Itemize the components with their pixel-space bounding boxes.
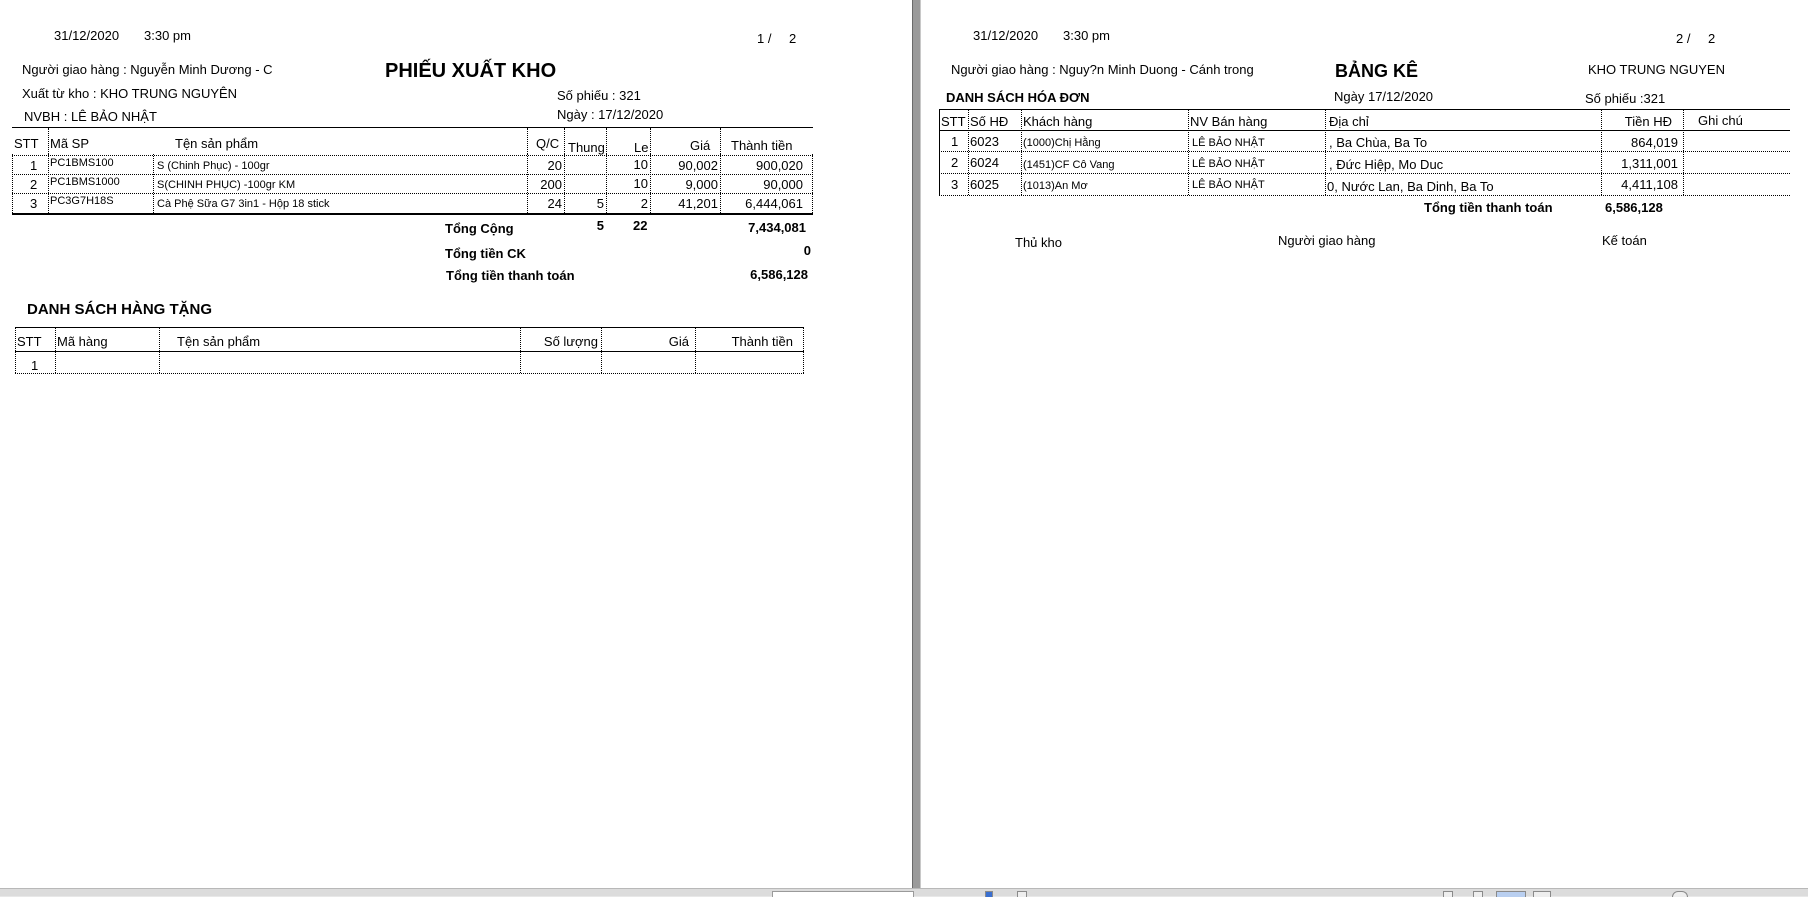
list-date: Ngày 17/12/2020 bbox=[1334, 89, 1434, 104]
row-amount: 6,444,061 bbox=[745, 196, 803, 211]
row-code: PC3G7H18S bbox=[50, 195, 114, 207]
total-amount: 7,434,081 bbox=[748, 220, 806, 235]
gift-col-stt: STT bbox=[17, 334, 42, 349]
viewer-status-bar bbox=[0, 888, 1808, 896]
multi-page-icon[interactable] bbox=[1533, 891, 1551, 897]
col-product-name: Tện sản phẩm bbox=[175, 136, 259, 151]
col-note: Ghi chú bbox=[1698, 113, 1743, 128]
voucher-number: Số phiếu :321 bbox=[1585, 91, 1666, 106]
row-invoice-no: 6025 bbox=[970, 177, 999, 192]
row-stt: 1 bbox=[30, 158, 38, 173]
salesperson: NVBH : LÊ BẢO NHẬT bbox=[24, 109, 157, 124]
page-total: 2 bbox=[789, 31, 797, 46]
gift-col-amount: Thành tiền bbox=[731, 334, 793, 349]
print-date: 31/12/2020 bbox=[973, 28, 1039, 43]
voucher-number: Số phiếu : 321 bbox=[557, 88, 641, 103]
row-amount: 90,000 bbox=[763, 177, 803, 192]
col-thung: Thung bbox=[568, 140, 605, 155]
row-qc: 20 bbox=[547, 158, 562, 173]
total-payment-label: Tổng tiền thanh toán bbox=[1424, 200, 1553, 215]
row-amount: 900,020 bbox=[756, 158, 803, 173]
total-label: Tổng Cộng bbox=[445, 221, 514, 236]
col-qc: Q/C bbox=[536, 136, 560, 151]
row-invoice-amount: 4,411,108 bbox=[1621, 177, 1678, 192]
voucher-date: Ngày : 17/12/2020 bbox=[557, 107, 664, 122]
col-le: Le bbox=[634, 140, 649, 155]
page-number: 1 / bbox=[757, 31, 772, 46]
row-address: 0, Nước Lan, Ba Dinh, Ba To bbox=[1327, 179, 1494, 194]
total-payment-amount: 6,586,128 bbox=[1605, 200, 1663, 215]
row-le: 2 bbox=[640, 196, 648, 211]
col-stt: STT bbox=[941, 114, 966, 129]
row-sales-staff: LÊ BẢO NHẬT bbox=[1192, 179, 1265, 191]
row-customer: (1000)Chị Hằng bbox=[1023, 137, 1101, 149]
row-stt: 1 bbox=[951, 134, 959, 149]
row-price: 90,002 bbox=[678, 158, 718, 173]
page-number: 2 / bbox=[1676, 31, 1691, 46]
row-invoice-no: 6023 bbox=[970, 134, 999, 149]
row-address: , Đức Hiệp, Mo Duc bbox=[1329, 157, 1444, 172]
print-time: 3:30 pm bbox=[144, 28, 191, 43]
page-total: 2 bbox=[1708, 31, 1716, 46]
page-divider bbox=[912, 0, 921, 888]
signature-deliverer: Người giao hàng bbox=[1278, 233, 1376, 248]
invoice-list-heading: DANH SÁCH HÓA ĐƠN bbox=[946, 90, 1090, 105]
total-le: 22 bbox=[633, 218, 648, 233]
single-page-icon[interactable] bbox=[1443, 891, 1453, 897]
row-name: Cà Phệ Sữa G7 3in1 - Hộp 18 stick bbox=[157, 198, 330, 210]
row-le: 10 bbox=[633, 157, 648, 172]
print-date: 31/12/2020 bbox=[54, 28, 120, 43]
source-warehouse: Xuất từ kho : KHO TRUNG NGUYÊN bbox=[22, 86, 238, 101]
gift-row-stt: 1 bbox=[31, 358, 39, 373]
gift-list-heading: DANH SÁCH HÀNG TẶNG bbox=[27, 301, 212, 318]
signature-storekeeper: Thủ kho bbox=[1015, 235, 1062, 250]
page-input[interactable] bbox=[772, 891, 914, 897]
col-customer: Khách hàng bbox=[1023, 114, 1093, 129]
discount-amount: 0 bbox=[803, 243, 811, 258]
delivery-person: Người giao hàng : Nguy?n Minh Duong - Cánh trong bbox=[951, 62, 1254, 77]
row-stt: 2 bbox=[951, 155, 959, 170]
signature-accountant: Kế toán bbox=[1602, 233, 1647, 248]
row-code: PC1BMS100 bbox=[50, 157, 114, 169]
row-name: S(CHINH PHỤC) -100gr KM bbox=[157, 179, 296, 191]
col-address: Địa chỉ bbox=[1329, 114, 1369, 129]
gift-col-price: Giá bbox=[668, 334, 689, 349]
discount-label: Tổng tiền CK bbox=[445, 246, 526, 261]
payment-label: Tổng tiền thanh toán bbox=[446, 268, 575, 283]
row-customer: (1013)An Mơ bbox=[1023, 180, 1088, 192]
gift-col-qty: Số lượng bbox=[543, 334, 598, 349]
col-amount: Thành tiền bbox=[731, 138, 793, 153]
row-price: 9,000 bbox=[685, 177, 718, 192]
row-stt: 3 bbox=[30, 196, 38, 211]
page-view-icon[interactable] bbox=[1017, 891, 1027, 897]
row-thung: 5 bbox=[596, 196, 604, 211]
row-sales-staff: LÊ BẢO NHẬT bbox=[1192, 137, 1265, 149]
row-le: 10 bbox=[633, 176, 648, 191]
row-stt: 3 bbox=[951, 177, 959, 192]
payment-amount: 6,586,128 bbox=[750, 267, 808, 282]
row-sales-staff: LÊ BẢO NHẬT bbox=[1192, 158, 1265, 170]
row-invoice-amount: 1,311,001 bbox=[1621, 156, 1678, 171]
row-name: S (Chinh Phục) - 100gr bbox=[157, 160, 270, 172]
row-qc: 200 bbox=[540, 177, 562, 192]
document-title: BẢNG KÊ bbox=[1335, 61, 1419, 81]
col-invoice-amount: Tiền HĐ bbox=[1624, 114, 1672, 129]
gift-col-name: Tện sản phẩm bbox=[177, 334, 261, 349]
continuous-page-icon[interactable] bbox=[1473, 891, 1483, 897]
row-invoice-no: 6024 bbox=[970, 155, 999, 170]
report-page-1 bbox=[0, 0, 912, 888]
delivery-person: Người giao hàng : Nguyễn Minh Dương - C bbox=[22, 62, 273, 77]
row-qc: 24 bbox=[547, 196, 562, 211]
bookmark-icon[interactable] bbox=[985, 891, 993, 897]
row-address: , Ba Chùa, Ba To bbox=[1329, 135, 1428, 150]
col-price: Giá bbox=[690, 138, 711, 153]
document-title: PHIẾU XUẤT KHO bbox=[385, 60, 557, 82]
zoom-icon[interactable] bbox=[1672, 891, 1688, 897]
col-invoice-no: Số HĐ bbox=[970, 114, 1009, 129]
row-invoice-amount: 864,019 bbox=[1631, 135, 1678, 150]
total-thung: 5 bbox=[596, 218, 604, 233]
col-sales-staff: NV Bán hàng bbox=[1190, 114, 1268, 129]
row-customer: (1451)CF Cô Vang bbox=[1023, 159, 1115, 171]
row-code: PC1BMS1000 bbox=[50, 176, 120, 188]
report-page-2 bbox=[921, 0, 1808, 888]
col-product-code: Mã SP bbox=[50, 136, 90, 151]
row-price: 41,201 bbox=[678, 196, 718, 211]
gift-col-code: Mã hàng bbox=[57, 334, 108, 349]
row-stt: 2 bbox=[30, 177, 38, 192]
col-stt: STT bbox=[14, 136, 39, 151]
print-time: 3:30 pm bbox=[1063, 28, 1110, 43]
warehouse-name: KHO TRUNG NGUYEN bbox=[1588, 62, 1725, 77]
two-page-icon[interactable] bbox=[1496, 891, 1526, 897]
